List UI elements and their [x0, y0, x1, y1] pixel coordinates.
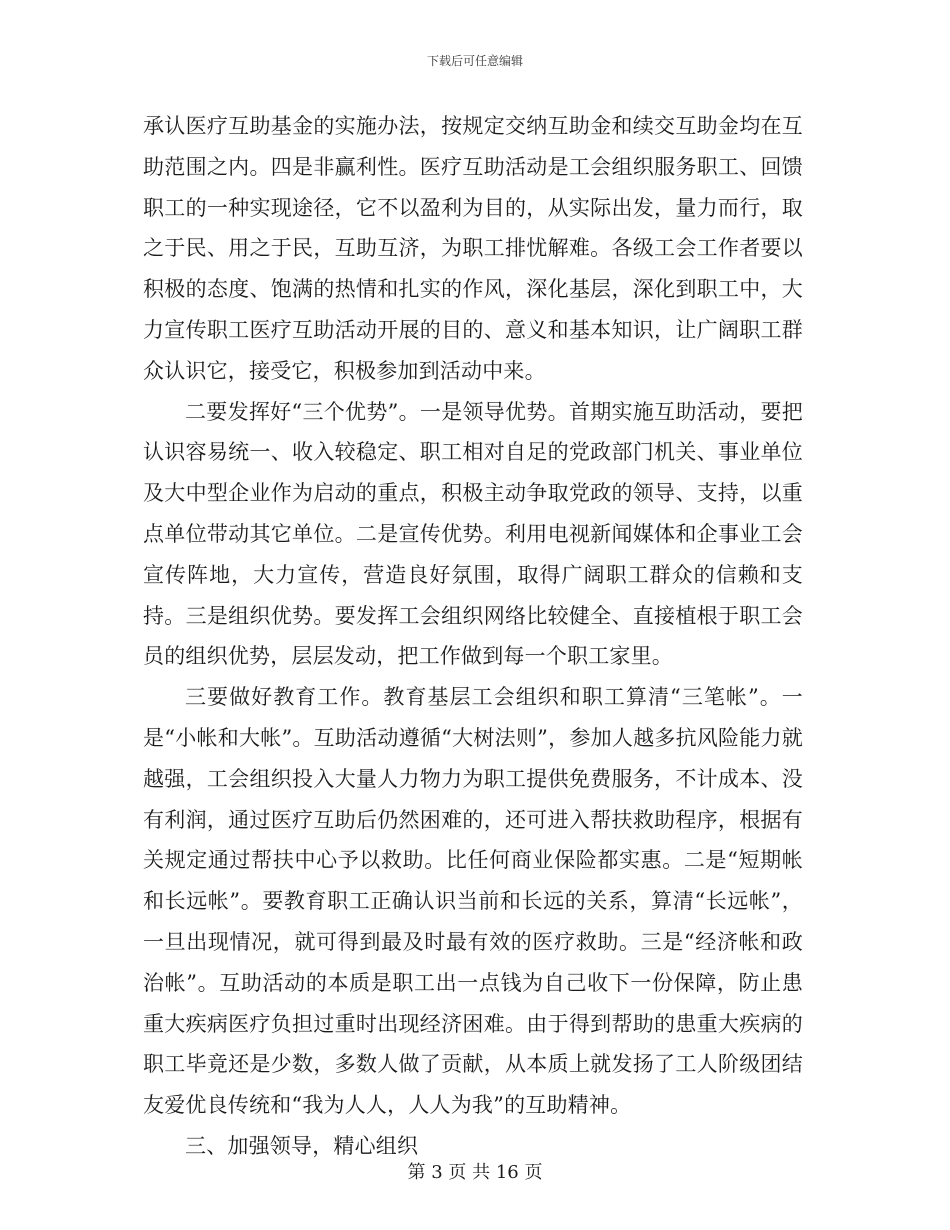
paragraph-3: 三要做好教育工作。教育基层工会组织和职工算清“三笔帐”。一是“小帐和大帐”。互助活动遵循“大树法则”，参加人越多抗风险能力就越强，工会组织投入大量人力物力为职工提供免费服务，不计成本、没有利润，通过医疗互助后仍然困难的，还可进入帮扶救助程序，根据有关规定通过帮扶中心予以救助。比任何商业保险都实惠。二是“短期帐和长远帐”。要教育职工正确认识当前和长远的关系，算清“长远帐”，一旦出现情况，就可得到最及时最有效的医疗救助。三是“经济帐和政治帐”。互助活动的本质是职工出一点钱为自己收下一份保障，防止患重大疾病医疗负担过重时出现经济困难。由于得到帮助的患重大疾病的职工毕竟还是少数，多数人做了贡献，从本质上就发扬了工人阶级团结友爱优良传统和“我为人人，人人为我”的互助精神。	[143, 685, 803, 1118]
page-number-footer: 第 3 页 共 16 页	[407, 1162, 543, 1183]
section-heading: 三、加强领导，精心组织	[185, 1133, 419, 1158]
document-body	[143, 106, 803, 1167]
header-note: 下载后可任意编辑	[426, 54, 523, 68]
paragraph-1: 承认医疗互助基金的实施办法，按规定交纳互助金和续交互助金均在互助范围之内。四是非赢利性。医疗互助活动是工会组织服务职工、回馈职工的一种实现途径，它不以盈利为目的，从实际出发，量力而行，取之于民、用之于民，互助互济，为职工排忧解难。各级工会工作者要以积极的态度、饱满的热情和扎实的作风，深化基层，深化到职工中，大力宣传职工医疗互助活动开展的目的、意义和基本知识，让广阔职工群众认识它，接受它，积极参加到活动中来。	[143, 114, 803, 383]
paragraph-2: 二要发挥好“三个优势”。一是领导优势。首期实施互助活动，要把认识容易统一、收入较稳定、职工相对自足的党政部门机关、事业单位及大中型企业作为启动的重点，积极主动争取党政的领导、支持，以重点单位带动其它单位。二是宣传优势。利用电视新闻媒体和企事业工会宣传阵地，大力宣传，营造良好氛围，取得广阔职工群众的信赖和支持。三是组织优势。要发挥工会组织网络比较健全、直接植根于职工会员的组织优势，层层发动，把工作做到每一个职工家里。	[143, 399, 803, 669]
